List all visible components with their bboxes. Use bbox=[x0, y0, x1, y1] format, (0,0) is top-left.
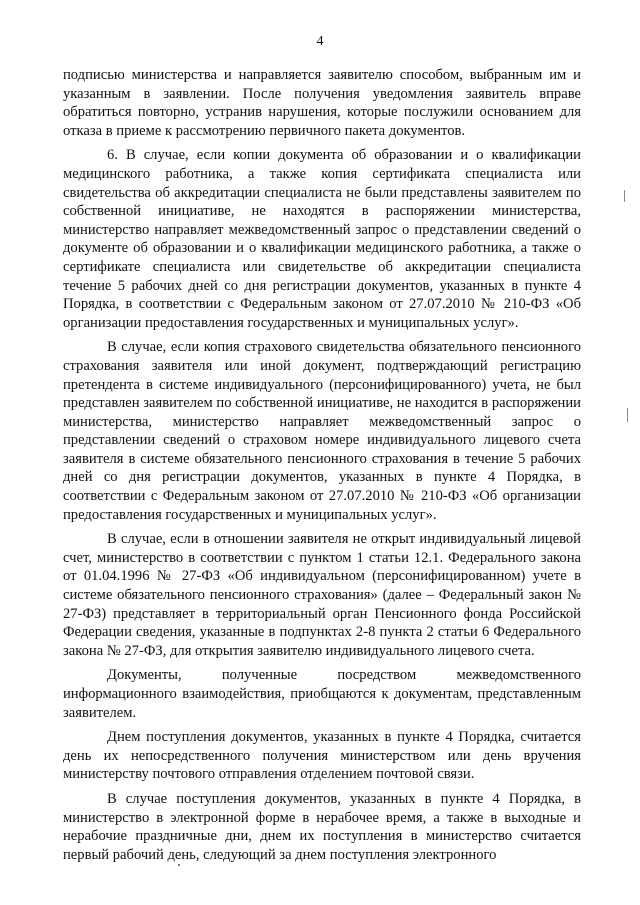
paragraph-personal-account: В случае, если в отношении заявителя не открыт индивидуальный лицевой счет, министерство в соответствии с пунктом 1 статьи 12.1. Федерального закона от 01.04.1996 № 27-ФЗ «Об индивидуальном (персонифицированном) учете в системе обязательного пенсионного страхования» (далее – Федеральный закон № 27-ФЗ) представляет в территориальный орган Пенсионного фонда Российской Федерации сведения, указанные в подпунктах 2-8 пункта 2 статьи 6 Федерального закона № 27-ФЗ, для открытия заявителю индивидуального лицевого счета. bbox=[63, 531, 581, 659]
paragraph-electronic-receipt: В случае поступления документов, указанных в пункте 4 Порядка, в министерство в электронной форме в нерабочее время, а также в выходные и нерабочие праздничные дни, днем их поступления в министерство считается первый рабочий день, следующий за днем поступления электронного bbox=[63, 790, 581, 863]
document-body bbox=[63, 66, 581, 864]
scan-artifact-mark bbox=[627, 408, 628, 422]
page-number: 4 bbox=[316, 34, 324, 49]
paragraph-pension-certificate: В случае, если копия страхового свидетельства обязательного пенсионного страхования заявителя или иной документ, подтверждающий регистрацию претендента в системе индивидуального (персонифицированного) учета, не был представлен заявителем по собственной инициативе, не находится в распоряжении министерства, министерство направляет межведомственный запрос о представлении сведений о страховом номере индивидуального лицевого счета заявителя в системе обязательного пенсионного страхования в течение 5 рабочих дней со дня регистрации документов, указанных в пункте 4 Порядка, в соответствии с Федеральным законом от 27.07.2010 № 210-ФЗ «Об организации предоставления государственных и муниципальных услуг». bbox=[63, 339, 581, 523]
paragraph-receipt-date: Днем поступления документов, указанных в пункте 4 Порядка, считается день их непосредственного получения министерством или день вручения министерству почтового отправления отделением почтовой связи. bbox=[63, 729, 581, 783]
scan-artifact-mark bbox=[624, 190, 625, 202]
paragraph-continuation: подписью министерства и направляется заявителю способом, выбранным им и указанным в заявлении. После получения уведомления заявитель вправе обратиться повторно, устранив нарушения, которые послужили основанием для отказа в приеме к рассмотрению первичного пакета документов. bbox=[63, 67, 581, 139]
paragraph-item-6: 6. В случае, если копии документа об образовании и о квалификации медицинского работника, а также копия сертификата специалиста или свидетельства об аккредитации специалиста не были представлены заявителем по собственной инициативе, не находятся в распоряжении министерства, министерство направляет межведомственный запрос о представлении сведений о документе об образовании и о квалификации медицинского работника, а также о сертификате специалиста или свидетельстве об аккредитации специалиста течение 5 рабочих дней со дня регистрации документов, указанных в пункте 4 Порядка, в соответствии с Федеральным законом от 27.07.2010 № 210-ФЗ «Об организации предоставления государственных и муниципальных услуг». bbox=[63, 147, 581, 331]
scan-artifact-dot bbox=[178, 864, 180, 866]
paragraph-interagency-documents: Документы, полученные посредством межведомственного информационного взаимодействия, приобщаются к документам, представленным заявителем. bbox=[63, 667, 581, 721]
